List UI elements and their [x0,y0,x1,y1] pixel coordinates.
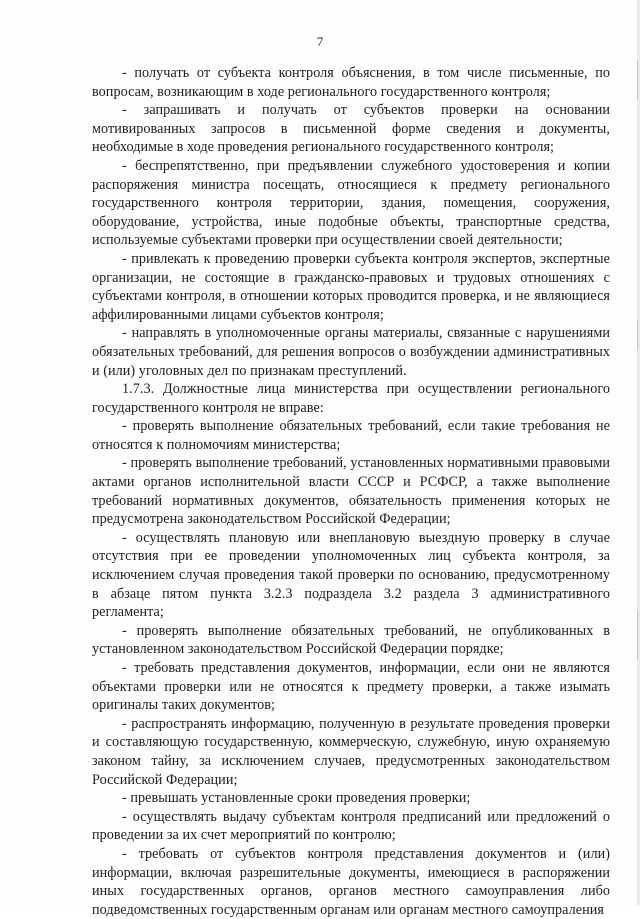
paragraph: - требовать от субъектов контроля представления документов и (или) информации, включая разрешительные документы, имеющиеся в распоряжении иных государственных органов, органов местного самоуправления либо подведомственных государственным органам или органам местного самоупраления [92,845,610,918]
paragraph: - осуществлять плановую или внеплановую выездную проверку в случае отсутствия при ее проведении уполномоченных лиц субъекта контроля, за исключением случая проведения такой проверки по основанию, предусмотренному в абзаце пятом пункта 3.2.3 подраздела 3.2 раздела 3 административного регламента; [92,529,610,621]
paragraph: - привлекать к проведению проверки субъекта контроля экспертов, экспертные организации, не состоящие в гражданско-правовых и трудовых отношениях с субъектами контроля, в отношении которых проводится проверка, и не являющиеся аффилированными лицами субъектов контроля; [92,250,610,323]
paragraph: - требовать представления документов, информации, если они не являются объектами проверки или не относятся к предмету проверки, а также изымать оригиналы таких документов; [92,660,610,714]
scan-mark [637,610,638,660]
paragraph: - беспрепятственно, при предъявлении служебного удостоверения и копии распоряжения министра посещать, относящиеся к предмету регионального государственного контроля территории, здания, помещения, сооружения, оборудование, устройства, иные подобные объекты, транспортные средства, используемые субъектами проверки при осуществлении своей деятельности; [92,157,610,249]
paragraph: - распространять информацию, полученную в результате проведения проверки и составляющую государственную, коммерческую, служебную, иную охраняемую законом тайну, за исключением случаев, предусмотренных законодательством Российской Федерации; [92,715,610,788]
paragraph: - проверять выполнение обязательных требований, если такие требования не относятся к полномочиям министерства; [92,418,610,453]
page-number: 7 [316,34,324,49]
paragraph: 1.7.3. Должностные лица министерства при осуществлении регионального государственного контроля не вправе: [92,381,610,416]
paragraph: - превышать установленные сроки проведения проверки; [122,790,471,807]
paragraph: - направлять в уполномоченные органы материалы, связанные с нарушениями обязательных требований, для решения вопросов о возбуждении административных и (или) уголовных дел по признакам преступлений. [92,325,610,379]
paragraph: - проверять выполнение требований, установленных нормативными правовыми актами органов исполнительной власти СССР и РСФСР, а также выполнение требований нормативных документов, обязательность применения которых не предусмотрена законодательством Российской Федерации; [92,455,610,528]
paragraph: - получать от субъекта контроля объяснения, в том числе письменные, по вопросам, возникающим в ходе регионального государственного контроля; [92,65,610,100]
paragraph: - запрашивать и получать от субъектов проверки на основании мотивированных запросов в письменной форме сведения и документы, необходимые в ходе проведения регионального государственного контроля; [92,102,610,156]
paragraph: - проверять выполнение обязательных требований, не опубликованных в установленном законодательством Российской Федерации порядке; [92,622,610,658]
paragraph: - осуществлять выдачу субъектам контроля предписаний или предложений о проведении за их счет мероприятий по контролю; [92,808,610,844]
document-body [92,64,610,919]
scan-mark [637,60,638,100]
scan-mark [637,320,638,350]
